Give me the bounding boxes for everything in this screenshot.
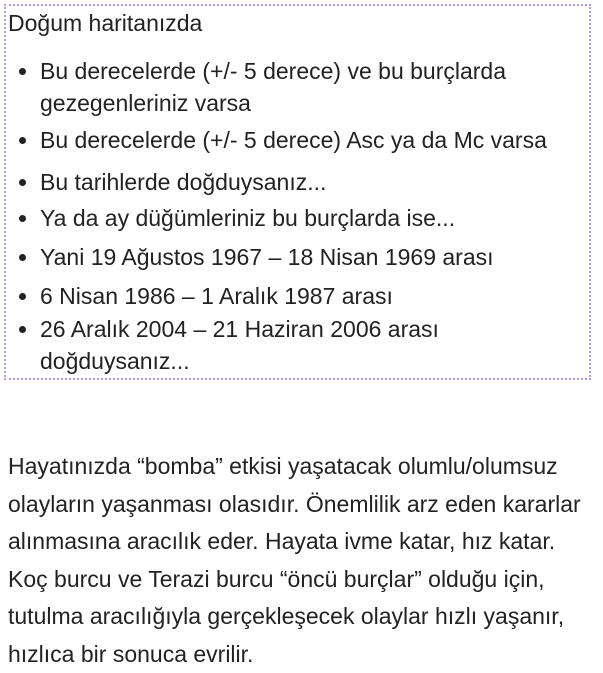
bullet-icon <box>19 293 26 300</box>
list-item <box>40 241 580 273</box>
list-item-line: Bu derecelerde (+/- 5 derece) ve bu burçlarda <box>40 58 507 84</box>
paragraph-line: Koç burcu ve Terazi burcu “öncü burçlar” olduğu için, <box>8 565 545 592</box>
list-item <box>40 313 580 377</box>
paragraph-line: tutulma aracılığıyla gerçekleşecek olaylar hızlı yaşanır, <box>8 603 565 629</box>
bullet-icon <box>19 179 26 186</box>
list-item-line: Ya da ay düğümleriniz bu burçlarda ise... <box>40 205 456 231</box>
list-item-line: Bu derecelerde (+/- 5 derece) Asc ya da Mc varsa <box>40 127 547 153</box>
list-item <box>40 280 580 312</box>
paragraph-line: alınmasına aracılık eder. Hayata ivme katar, hız katar. <box>8 528 556 554</box>
list-item-line: doğduysanız... <box>40 348 190 374</box>
body-paragraph <box>8 448 600 673</box>
bullet-icon <box>19 254 26 261</box>
paragraph-line: Hayatınızda “bomba” etkisi yaşatacak olumlu/olumsuz <box>8 453 558 479</box>
bullet-icon <box>19 137 26 144</box>
paragraph-line: olayların yaşanması olasıdır. Önemlilik arz eden kararlar <box>8 490 581 517</box>
box-title: Doğum haritanızda <box>8 10 203 36</box>
list-item <box>40 166 580 198</box>
list-item <box>40 124 580 156</box>
list-item-line: Bu tarihlerde doğduysanız... <box>40 169 327 195</box>
paragraph-line: hızlıca bir sonuca evrilir. <box>8 640 254 667</box>
list-item <box>40 55 580 119</box>
list-item <box>40 202 580 234</box>
list-item-line: Yani 19 Ağustos 1967 – 18 Nisan 1969 arası <box>40 244 494 270</box>
bullet-icon <box>19 326 26 333</box>
bullet-icon <box>19 215 26 222</box>
bullet-icon <box>19 68 26 75</box>
list-item-line: 26 Aralık 2004 – 21 Haziran 2006 arası <box>40 316 439 342</box>
list-item-line: gezegenleriniz varsa <box>40 90 251 116</box>
list-item-line: 6 Nisan 1986 – 1 Aralık 1987 arası <box>40 283 393 309</box>
